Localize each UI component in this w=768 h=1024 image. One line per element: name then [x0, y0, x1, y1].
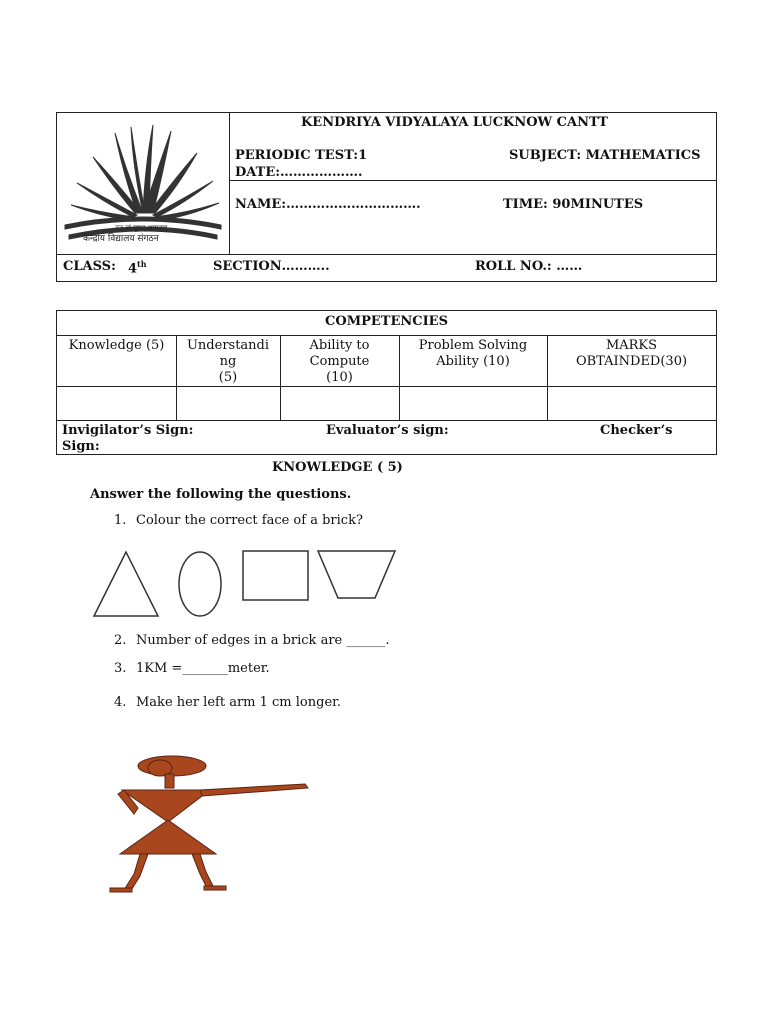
table-divider — [57, 420, 716, 421]
header-row-name — [229, 180, 716, 254]
checker-sign: Checker‘s — [600, 423, 673, 438]
kvs-logo — [57, 113, 229, 254]
logo-org-name: केन्द्रीय विद्यालय संगठन — [83, 234, 159, 244]
date-field: DATE:………………. — [235, 165, 363, 180]
class-label: CLASS: — [63, 259, 116, 274]
class-value: 4th — [128, 259, 147, 277]
girl-figure[interactable] — [100, 750, 310, 900]
question-4-text: Make her left arm 1 cm longer. — [136, 695, 342, 710]
logo-cell — [57, 113, 230, 254]
evaluator-sign: Evaluator’s sign: — [326, 423, 449, 438]
ellipse-shape[interactable] — [179, 552, 221, 616]
answer-blank[interactable]: _____ — [195, 661, 228, 676]
time: TIME: 90MINUTES — [503, 197, 644, 212]
triangle-shape[interactable] — [94, 552, 158, 616]
col-marks-obtained: MARKS OBTAINDED(30) — [575, 338, 688, 369]
school-name: KENDRIYA VIDYALAYA LUCKNOW CANTT — [301, 115, 608, 130]
competencies-table — [56, 310, 717, 455]
instruction: Answer the following the questions. — [90, 487, 352, 502]
rectangle-shape[interactable] — [243, 551, 308, 600]
col-problem-solving: Problem Solving Ability (10) — [418, 338, 528, 369]
table-divider — [57, 335, 716, 336]
shapes-row — [88, 546, 408, 626]
question-1-number: 1. — [114, 513, 127, 528]
table-divider — [57, 386, 716, 387]
invigilator-sign: Invigilator’s Sign: — [62, 423, 194, 438]
section-title: KNOWLEDGE ( 5) — [272, 460, 403, 475]
question-3-text: 1KM =_______meter. — [136, 661, 270, 676]
col-understanding: Understandi ng (5) — [186, 338, 270, 385]
subject: SUBJECT: MATHEMATICS — [509, 148, 701, 163]
question-2-text: Number of edges in a brick are ______. — [136, 633, 390, 648]
header-box — [56, 112, 717, 282]
trapezium-shape[interactable] — [318, 551, 395, 598]
header-row-title — [229, 113, 716, 181]
col-ability-compute: Ability to Compute (10) — [309, 338, 370, 385]
periodic-test: PERIODIC TEST:1 — [235, 148, 368, 163]
question-1-text: Colour the correct face of a brick? — [136, 513, 363, 528]
col-knowledge: Knowledge (5) — [68, 338, 165, 353]
section-field: SECTION……….. — [213, 259, 330, 274]
roll-no-field: ROLL NO.: …… — [475, 259, 583, 274]
logo-motto: तत् त्वं पूषन् अपावृणु — [115, 224, 168, 232]
question-2-number: 2. — [114, 633, 127, 648]
question-3-number: 3. — [114, 661, 127, 676]
question-4-number: 4. — [114, 695, 127, 710]
name-field: NAME:…………………………. — [235, 197, 421, 212]
header-row-class — [57, 254, 716, 281]
sign-label: Sign: — [62, 439, 100, 454]
competencies-title: COMPETENCIES — [325, 314, 448, 329]
